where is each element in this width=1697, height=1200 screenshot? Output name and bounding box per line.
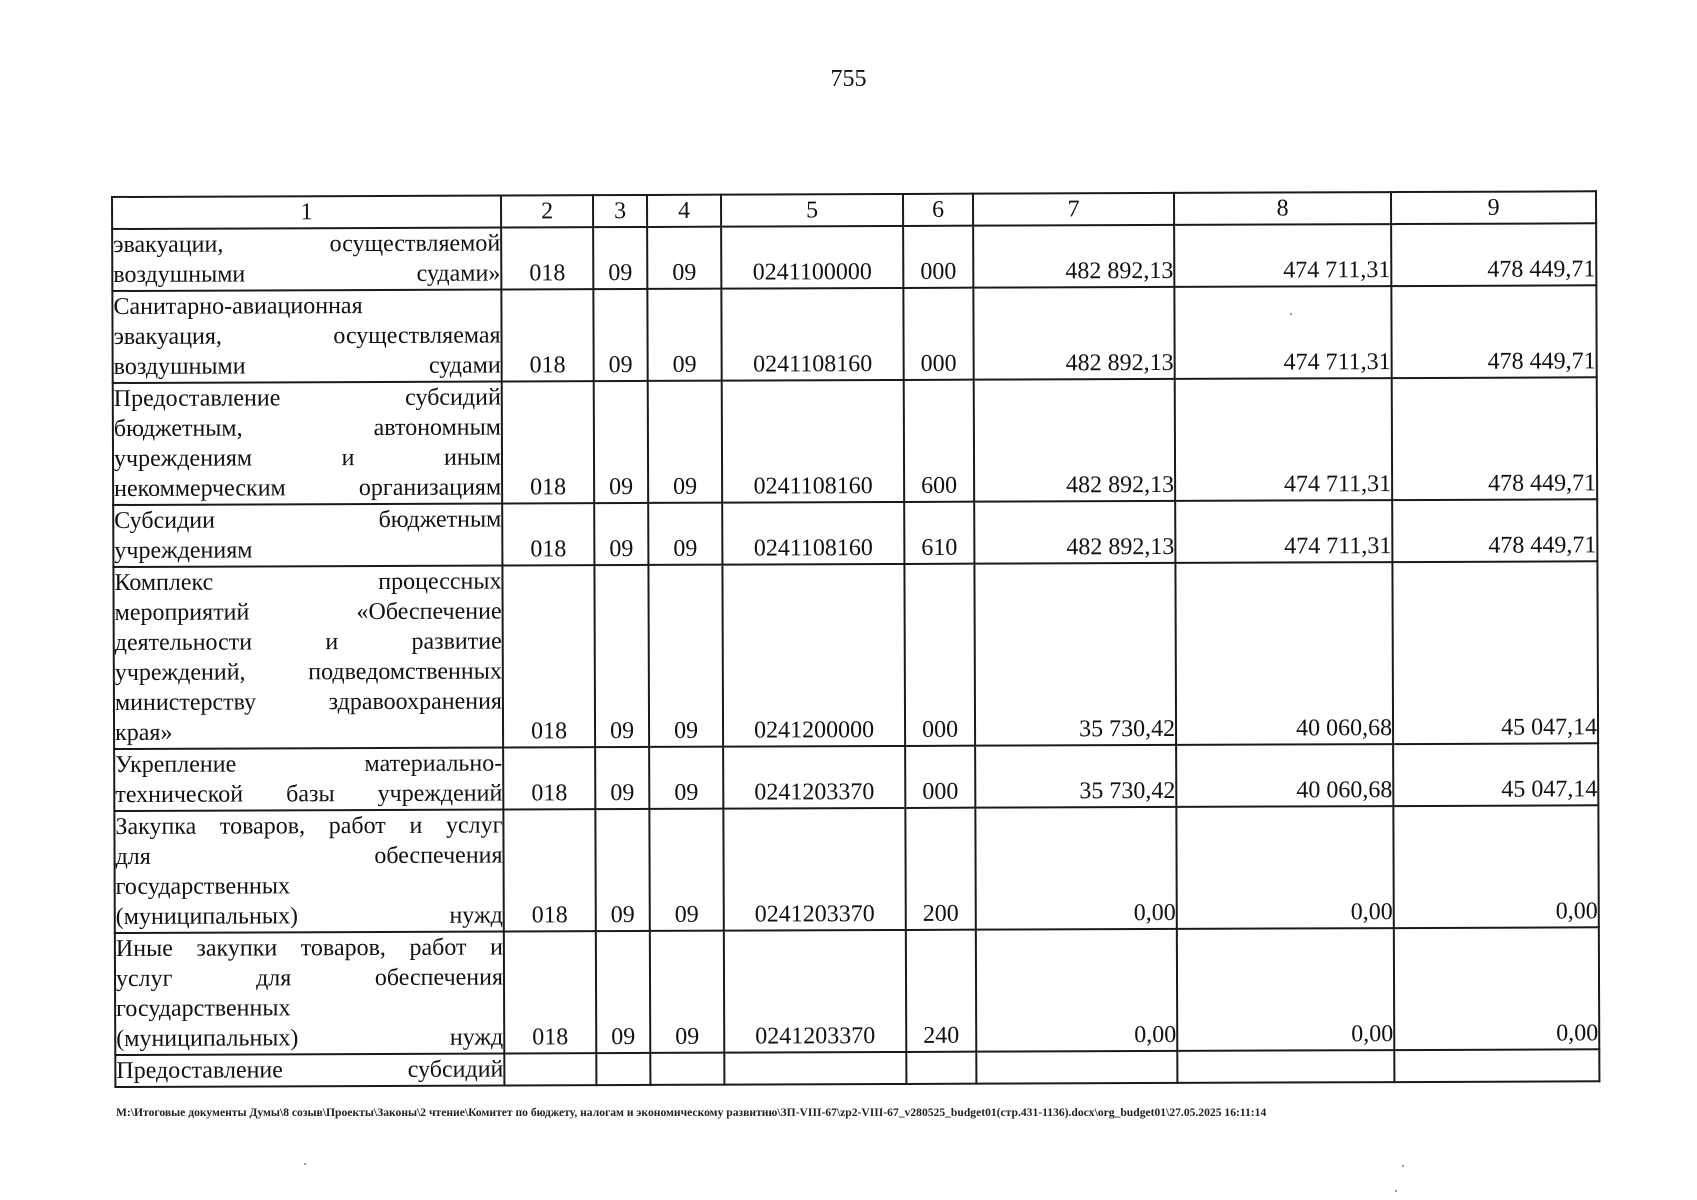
row-description — [112, 290, 501, 383]
section-code: 09 — [595, 747, 649, 809]
row-description — [112, 228, 501, 291]
target-article-code — [724, 1052, 906, 1085]
column-header: 3 — [593, 195, 647, 227]
description-line: Укрепление материально- — [115, 750, 503, 778]
ministry-code: 018 — [501, 289, 593, 381]
amount-column-8: 474 711,31 — [1174, 224, 1391, 287]
row-description — [114, 747, 503, 810]
table-row — [115, 1049, 1599, 1087]
ministry-code — [504, 1053, 596, 1085]
description-line: Субсидии бюджетным — [114, 506, 502, 534]
ministry-code: 018 — [503, 747, 595, 809]
amount-column-8: 474 711,31 — [1175, 378, 1392, 501]
section-code: 09 — [596, 931, 650, 1053]
row-description — [115, 931, 504, 1054]
amount-column-9: 478 449,71 — [1391, 285, 1596, 378]
column-header: 2 — [501, 195, 593, 227]
amount-column-8: 40 060,68 — [1175, 562, 1393, 745]
amount-column-7: 482 892,13 — [973, 225, 1174, 288]
section-code: 09 — [594, 503, 648, 565]
expense-type-code: 600 — [904, 380, 974, 502]
expense-type-code: 610 — [904, 502, 974, 564]
ministry-code: 018 — [502, 381, 594, 503]
subsection-code: 09 — [649, 809, 723, 931]
row-description — [113, 382, 502, 505]
subsection-code: 09 — [648, 565, 723, 747]
subsection-code: 09 — [650, 931, 724, 1053]
amount-column-7: 35 730,42 — [975, 745, 1176, 808]
column-header: 1 — [112, 196, 501, 229]
amount-column-8: 0,00 — [1176, 806, 1393, 929]
description-line: Иные закупки товаров, работ и — [115, 934, 503, 962]
expense-type-code: 000 — [903, 288, 973, 380]
description-line: деятельности и развитие — [114, 628, 502, 656]
amount-column-8: 0,00 — [1177, 928, 1394, 1051]
description-line: министерству здравоохранения — [114, 688, 502, 716]
row-description — [115, 1053, 504, 1086]
target-article-code: 0241200000 — [722, 564, 905, 747]
description-line: государственных — [115, 873, 291, 900]
table-row — [112, 223, 1596, 291]
description-line: эвакуация, осуществляемая — [113, 322, 501, 350]
amount-column-7: 482 892,13 — [974, 501, 1175, 564]
description-line: Предоставление субсидий — [113, 384, 501, 412]
expense-type-code — [906, 1052, 976, 1084]
description-line: Предоставление субсидий — [116, 1056, 504, 1084]
section-code: 09 — [593, 289, 647, 381]
target-article-code: 0241108160 — [721, 288, 903, 381]
expense-type-code: 000 — [905, 746, 975, 808]
amount-column-9 — [1394, 1049, 1599, 1082]
table-row — [114, 743, 1598, 811]
description-line: учреждениям и иным — [113, 444, 502, 472]
description-line: учреждениям — [114, 537, 253, 564]
ministry-code: 018 — [503, 809, 595, 931]
amount-column-7: 0,00 — [975, 807, 1176, 930]
table-row — [113, 561, 1598, 749]
description-line: некоммерческим организациям — [114, 474, 502, 502]
amount-column-8 — [1177, 1050, 1394, 1083]
column-header: 8 — [1174, 192, 1391, 225]
scan-speck — [1290, 313, 1292, 315]
column-header: 9 — [1391, 191, 1596, 224]
expense-type-code: 000 — [903, 226, 973, 288]
row-description — [113, 565, 503, 748]
amount-column-7: 482 892,13 — [973, 287, 1174, 380]
description-line: для обеспечения — [115, 842, 503, 870]
section-code: 09 — [594, 565, 649, 747]
row-description — [114, 809, 503, 932]
target-article-code: 0241203370 — [723, 808, 905, 931]
amount-column-9: 478 449,71 — [1392, 377, 1597, 500]
amount-column-9: 0,00 — [1394, 927, 1599, 1050]
target-article-code: 0241203370 — [724, 930, 906, 1053]
amount-column-8: 474 711,31 — [1174, 286, 1391, 379]
column-header: 5 — [721, 194, 903, 227]
subsection-code: 09 — [647, 289, 721, 381]
target-article-code: 0241108160 — [722, 502, 904, 565]
subsection-code: 09 — [649, 747, 723, 809]
amount-column-9: 478 449,71 — [1391, 223, 1596, 286]
description-line: края» — [115, 719, 173, 746]
expense-type-code: 200 — [905, 808, 975, 930]
target-article-code: 0241203370 — [723, 746, 905, 809]
description-line: (муниципальных) нужд — [115, 902, 503, 930]
table-row — [112, 285, 1596, 383]
ministry-code: 018 — [504, 931, 596, 1053]
scan-speck — [304, 1163, 306, 1165]
amount-column-8: 474 711,31 — [1175, 500, 1392, 563]
column-header: 6 — [903, 194, 973, 226]
subsection-code: 09 — [648, 503, 722, 565]
subsection-code — [650, 1053, 724, 1085]
description-line: воздушными судами» — [113, 260, 501, 288]
ministry-code: 018 — [502, 565, 595, 747]
description-line: эвакуации, осуществляемой — [113, 230, 501, 258]
amount-column-7: 482 892,13 — [974, 379, 1175, 502]
row-description — [113, 504, 502, 567]
section-code: 09 — [595, 809, 649, 931]
table-row — [113, 499, 1597, 567]
target-article-code: 0241108160 — [722, 380, 904, 503]
description-line: бюджетным, автономным — [113, 414, 501, 442]
expense-type-code: 000 — [904, 564, 975, 746]
description-line: Закупка товаров, работ и услуг — [115, 812, 503, 840]
amount-column-9: 478 449,71 — [1392, 499, 1597, 562]
description-line: Комплекс процессных — [114, 568, 502, 596]
expense-type-code: 240 — [906, 930, 976, 1052]
ministry-code: 018 — [502, 503, 594, 565]
amount-column-7: 0,00 — [976, 929, 1177, 1052]
document-path-footer: M:\Итоговые документы Думы\8 созыв\Проекты\Законы\2 чтение\Комитет по бюджету, налогам и экономическому развитию\ЗП-VIII-67\zp2-VIII-67_v280525_budget01(стр.431-1136).docx\org_budget01\27.05.2025 16:11:14 — [116, 1106, 1267, 1119]
amount-column-9: 45 047,14 — [1393, 743, 1598, 806]
section-code: 09 — [593, 227, 647, 289]
section-code — [596, 1053, 650, 1085]
column-header: 4 — [647, 195, 721, 227]
ministry-code: 018 — [501, 227, 593, 289]
scan-speck — [1395, 1190, 1397, 1192]
amount-column-7: 35 730,42 — [974, 563, 1176, 746]
description-line: технической базы учреждений — [115, 780, 503, 808]
description-line: (муниципальных) нужд — [116, 1024, 504, 1052]
description-line: государственных — [116, 995, 291, 1022]
subsection-code: 09 — [647, 227, 721, 289]
budget-table — [111, 190, 1600, 1088]
description-line: воздушными судами — [113, 352, 501, 380]
amount-column-7 — [976, 1051, 1177, 1084]
amount-column-8: 40 060,68 — [1176, 744, 1393, 807]
table-row — [115, 927, 1599, 1055]
description-line: учреждений, подведомственных — [114, 658, 502, 686]
amount-column-9: 0,00 — [1393, 805, 1598, 928]
section-code: 09 — [594, 381, 648, 503]
description-line: Санитарно-авиационная — [113, 293, 363, 320]
table-row — [114, 805, 1598, 933]
column-header: 7 — [973, 193, 1174, 226]
target-article-code: 0241100000 — [721, 226, 903, 289]
description-line: мероприятий «Обеспечение — [114, 598, 502, 626]
description-line: услуг для обеспечения — [115, 964, 504, 992]
page-number: 755 — [830, 66, 867, 92]
amount-column-9: 45 047,14 — [1392, 561, 1598, 744]
subsection-code: 09 — [648, 381, 722, 503]
scan-speck — [1402, 1165, 1404, 1167]
table-row — [113, 377, 1597, 505]
